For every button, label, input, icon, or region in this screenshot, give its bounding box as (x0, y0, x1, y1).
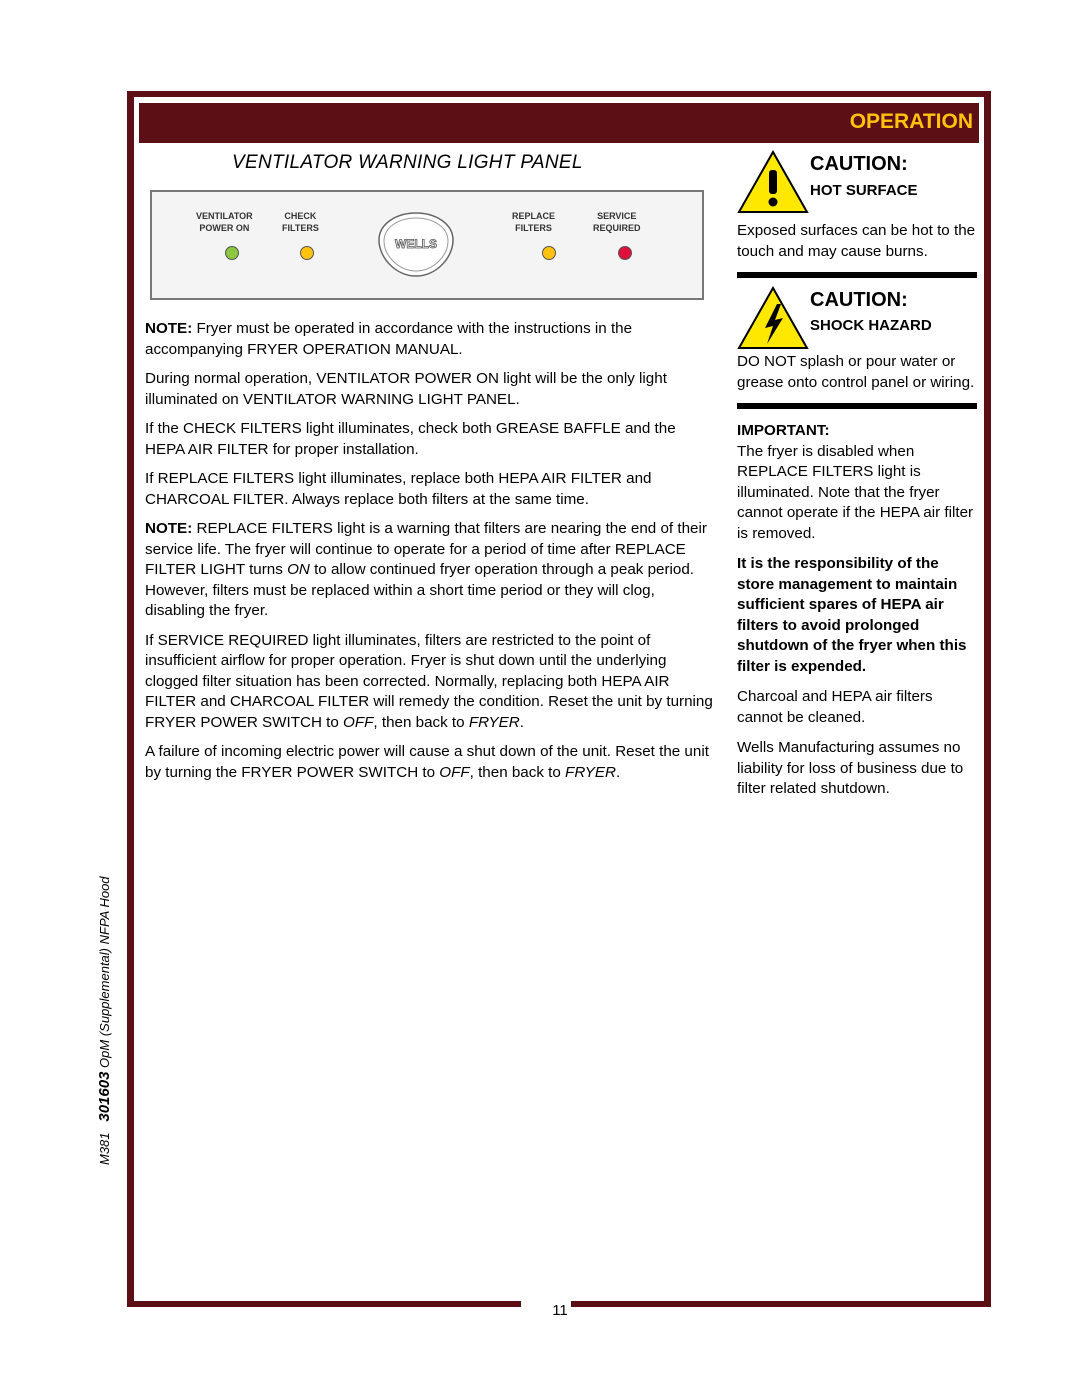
svg-text:WELLS: WELLS (395, 237, 437, 251)
panel-title: VENTILATOR WARNING LIGHT PANEL (232, 152, 583, 173)
light-label-replace-filters: REPLACE FILTERS (512, 211, 556, 233)
check-filters-light (300, 246, 314, 260)
body-text (145, 319, 715, 792)
paragraph-check-filters: If the CHECK FILTERS light illuminates, check both GREASE BAFFLE and the HEPA AIR FILTER for proper installation. (145, 420, 676, 458)
doc-description: OpM (Supplemental) NFPA Hood (97, 876, 112, 1068)
frame-bottom-left (127, 1301, 521, 1307)
section-header (139, 103, 979, 143)
light-label-power-on: VENTILATOR POWER ON (196, 211, 253, 233)
model-number: M381 (97, 1132, 112, 1165)
divider (737, 403, 977, 409)
warning-light-panel (150, 190, 704, 300)
hazard-label: SHOCK HAZARD (810, 317, 932, 334)
caution-text: Exposed surfaces can be hot to the touch and may cause burns. (737, 222, 976, 260)
document-id (96, 876, 113, 1165)
power-on-light (225, 246, 239, 260)
note-paragraph-1: NOTE: Fryer must be operated in accordance with the instructions in the accompanying FRYER OPERATION MANUAL. (145, 320, 633, 358)
replace-filters-light (542, 246, 556, 260)
caution-shock-hazard (737, 286, 977, 350)
warning-triangle-icon (737, 150, 809, 214)
page-number: 11 (552, 1302, 568, 1319)
important-text: The fryer is disabled when REPLACE FILTERS light is illuminated. Note that the fryer cannot operate if the HEPA air filter is removed. (737, 442, 974, 542)
important-liability: Wells Manufacturing assumes no liability for loss of business due to filter related shutdown. (737, 739, 964, 797)
service-required-light (618, 246, 632, 260)
paragraph-replace-filters: If REPLACE FILTERS light illuminates, replace both HEPA AIR FILTER and CHARCOAL FILTER. Always replace both filters at the same time. (145, 470, 652, 508)
section-title: OPERATION (849, 110, 973, 133)
hazard-label: HOT SURFACE (810, 182, 918, 199)
frame-bottom-right (571, 1301, 991, 1307)
frame-top (127, 91, 991, 97)
caution-heading: CAUTION: (810, 153, 908, 175)
paragraph-service-required: If SERVICE REQUIRED light illuminates, filters are restricted to the point of insufficient airflow for proper operation. Fryer is shut down until the underlying clogged filter situation has been corrected. Normally, replacing both HEPA AIR FILTER and CHARCOAL FILTER will remedy the condition. Reset the unit by turning FRYER POWER SWITCH to OFF, then back to FRYER. (145, 631, 713, 731)
sidebar (737, 150, 977, 810)
paragraph-normal-operation: During normal operation, VENTILATOR POWER ON light will be the only light illuminated on VENTILATOR WARNING LIGHT PANEL. (145, 370, 667, 408)
light-label-service-required: SERVICE REQUIRED (593, 211, 641, 233)
light-label-check-filters: CHECK FILTERS (282, 211, 319, 233)
electric-shock-icon (737, 286, 809, 350)
doc-number: 301603 (96, 1071, 113, 1122)
frame-left (127, 91, 134, 1307)
note-paragraph-2: NOTE: REPLACE FILTERS light is a warning that filters are nearing the end of their service life. The fryer will continue to operate for a period of time after REPLACE FILTER LIGHT turns ON to allow continued fryer operation through a peak period. However, filters must be replaced within a short time period or they will clog, disabling the fryer. (145, 520, 707, 619)
divider (737, 272, 977, 278)
important-heading: IMPORTANT: (737, 422, 830, 439)
important-cleaning: Charcoal and HEPA air filters cannot be cleaned. (737, 688, 933, 726)
important-responsibility: It is the responsibility of the store management to maintain sufficient spares of HEPA air filters to avoid prolonged shutdown of the fryer when this filter is expended. (737, 555, 967, 675)
caution-hot-surface (737, 150, 977, 214)
caution-text: DO NOT splash or pour water or grease onto control panel or wiring. (737, 353, 975, 391)
frame-right (984, 91, 991, 1307)
paragraph-power-failure: A failure of incoming electric power will cause a shut down of the unit. Reset the unit by turning the FRYER POWER SWITCH to OFF, then back to FRYER. (145, 743, 709, 781)
wells-logo (376, 210, 456, 280)
caution-heading: CAUTION: (810, 289, 908, 311)
